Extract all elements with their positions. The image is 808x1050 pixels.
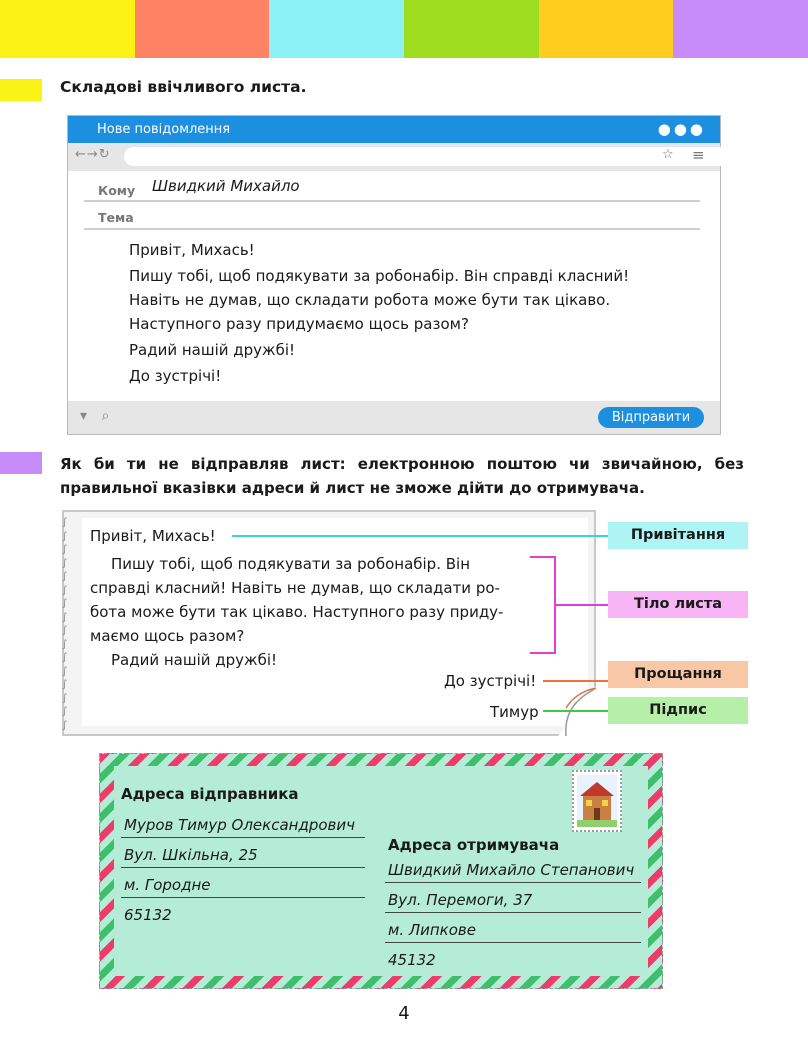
sender-city: м. Городне — [121, 874, 365, 898]
sender-title: Адреса відправника — [121, 785, 299, 803]
recipient-postcode: 45132 — [388, 951, 436, 969]
letter-body — [90, 552, 535, 672]
color-strip — [269, 0, 404, 58]
three-dots-icon[interactable]: ●●● — [657, 120, 706, 138]
envelope — [99, 753, 663, 989]
body-connector — [556, 604, 608, 606]
farewell-connector — [543, 680, 608, 682]
address-instruction: Як би ти не відправляв лист: електронною поштою чи звичайною, без правильної вказівки адреси й лист не зможе дійти до отримувача. — [60, 455, 744, 497]
email-body[interactable] — [129, 238, 649, 388]
letter-signature: Тимур — [490, 703, 539, 721]
to-label: Кому — [98, 183, 136, 198]
subject-underline — [84, 228, 700, 230]
letter-body-line: маємо щось разом? — [90, 627, 245, 645]
email-greeting: Привіт, Михась! — [129, 241, 255, 259]
body-bracket — [530, 556, 556, 654]
to-field[interactable]: Швидкий Михайло — [152, 177, 300, 195]
greeting-connector — [232, 535, 608, 537]
letter-body-line: Пишу тобі, щоб подякувати за робонабір. Він — [111, 555, 470, 573]
recipient-title: Адреса отримувача — [388, 836, 560, 854]
house-stamp-icon — [572, 770, 622, 832]
subject-label: Тема — [98, 210, 134, 225]
nav-arrows-icon[interactable]: ←→↻ — [75, 147, 111, 162]
email-window — [67, 115, 721, 435]
email-paragraph: Пишу тобі, щоб подякувати за робонабір. Він справді класний! Навіть не думав, що складати робота може бути так цікаво. Наступного разу придумаємо щось разом? — [129, 267, 630, 333]
email-closing: Радий нашій дружбі! — [129, 341, 295, 359]
section-marker-purple — [0, 452, 42, 474]
label-greeting: Привітання — [608, 522, 748, 549]
color-strip — [673, 0, 808, 58]
spiral-binding: ∫ ∫ ∫ ∫ ∫ ∫ ∫ ∫ ∫ ∫ ∫ ∫ ∫ ∫ ∫ ∫ — [62, 517, 68, 731]
menu-icon[interactable]: ≡ — [692, 146, 705, 164]
label-signature: Підпис — [608, 697, 748, 724]
letter-farewell: До зустрічі! — [444, 672, 537, 690]
color-strip — [539, 0, 674, 58]
section-marker-yellow — [0, 79, 42, 101]
signature-connector — [543, 710, 608, 712]
label-body: Тіло листа — [608, 591, 748, 618]
top-color-bar — [0, 0, 808, 58]
color-strip — [0, 0, 135, 58]
letter-body-line: Радий нашій дружбі! — [111, 651, 277, 669]
letter-body-line: справді класний! Навіть не думав, що складати ро- — [90, 579, 500, 597]
page-curl-icon — [558, 688, 596, 736]
sender-postcode: 65132 — [124, 906, 172, 924]
address-bar[interactable] — [124, 147, 752, 166]
section-heading: Складові ввічливого листа. — [60, 78, 307, 96]
label-farewell: Прощання — [608, 661, 748, 688]
letter-body-line: бота може бути так цікаво. Наступного разу приду- — [90, 603, 504, 621]
send-button[interactable]: Відправити — [598, 407, 704, 428]
email-farewell: До зустрічі! — [129, 367, 222, 385]
email-title-bar — [68, 116, 720, 143]
to-underline — [84, 200, 700, 202]
letter-greeting: Привіт, Михась! — [90, 527, 216, 545]
color-strip — [404, 0, 539, 58]
sender-name: Муров Тимур Олександрович — [121, 814, 365, 838]
browser-toolbar — [68, 143, 720, 171]
star-icon[interactable]: ☆ — [662, 147, 674, 162]
recipient-city: м. Липкове — [385, 919, 641, 943]
email-bottom-bar — [68, 401, 720, 434]
attachment-toolbar-icons[interactable]: ▾ ⌕ — [80, 408, 115, 424]
color-strip — [135, 0, 270, 58]
email-window-title: Нове повідомлення — [97, 122, 231, 137]
recipient-name: Швидкий Михайло Степанович — [385, 859, 641, 883]
sender-street: Вул. Шкільна, 25 — [121, 844, 365, 868]
page-number: 4 — [398, 1003, 410, 1024]
recipient-street: Вул. Перемоги, 37 — [385, 889, 641, 913]
